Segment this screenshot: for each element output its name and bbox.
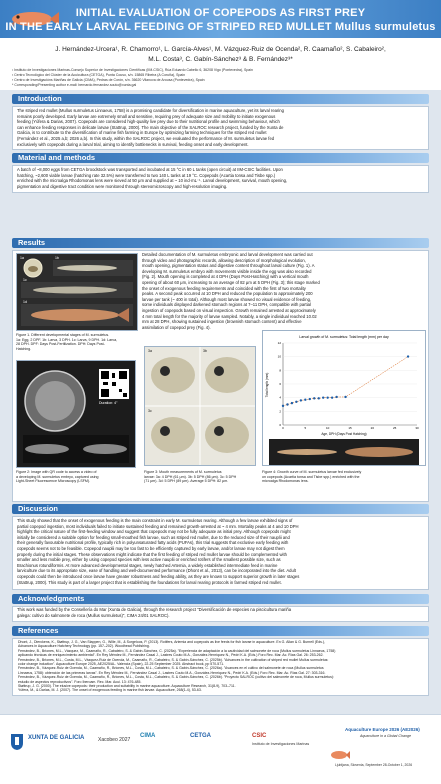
fig1-label-a: 1a [20,256,24,260]
chart-x-tick-label: 20 [370,426,375,430]
chart-x-tick-label: 25 [392,426,397,430]
chart-data-point [335,396,337,398]
reference-line: aplicando técnicas de enriquecimiento ambiental". En Rey Méndez M., Fernández Casal J., Lastres Couto M.A., González-Henríquez N., Pedrí K.A. (Eds.) Foro Rec. Mar. Ac. Rías Gal. 26: 253-262. [18,653,324,658]
corresponding-author: * Corresponding/Presenting author e-mail: bernardo.fernandez.souto@xunta.gal [12,83,137,87]
footer-logos [0,714,441,784]
materials-text: A batch of ~8,000 eggs from CETGA broodstock was transported and incubated at 15 °C in 60 L tanks (open circuit) at IIM-CSIC facilities. Upon hatching, ~2,600 viable larvae (hatching rate 32.5%) were transferred to two 140 L tanks at 19 °C. Copepods (Acartia tonsa and Tisbe spp.) enriched with the microalga Rhodomonas lens were sieved at 50 μm and supplied at ~ 10 ind·mL⁻¹. Larval development, survival, mouth opening, pigmentation and digestive tract condition were monitored through stereomicroscopy and high-resolution imaging. [17,167,288,189]
chart-trend-line [283,357,408,406]
chart-y-tick-label: 0 [279,423,281,427]
fig1-label-c: 1c [23,278,27,282]
references-header [12,626,429,636]
fig3-label-b: 3b [203,349,207,353]
chart-data-point [295,401,297,403]
chart-y-tick-label: 10 [277,354,281,359]
chart-data-point [282,405,284,407]
results-text: Detailed documentation of M. surmuletus embryonic and larval development was carried out through video and photographic records, allowing description of morphological evolution, mouth opening, pigmentation status and digestive content throughout larval culture (Fig. 1). A developing M. surmuletus embryo with movements visible inside the egg was also recorded (Fig. 2). Mouth opening is completed at 4 DPH (Days Post-Hatching) with a vertical mouth opening of about 60 μm, increasing to an average of 82 μm at 5 DPH (Fig. 3); this stage marked the onset of exogenous feeding requirements and coincided with the first of two mortality peaks. A second peak occurred at 10 DPH and reduced the population to approximately 200 larvae per tank (~ 400 in total). Although most larvae showed no visual evidence of feeding, some individuals displayed darkened stomach regions at 7–11 DPH, compatible with partial ingestion of copepods based on visual inspection. Growth remained arrested at approximately 4 mm total length for the majority of larvae sampled. Notably, a single individual reached 10.02 mm at 28 DPH, showing sustained ingestion (brownish stomach content) and effective assimilation of copepod prey (Fig. 4). [142,252,320,330]
iim-logo-text: Instituto de Investigaciones Marinas [252,742,310,746]
xunta-logo-text: XUNTA DE GALICIA [28,735,85,741]
chart-data-point [331,396,333,398]
chart-x-tick-label: 30 [415,426,419,430]
title-banner [0,0,441,38]
authors-line-2: M.L. Costa³, C. Gabín-Sánchez³ & B. Fernández³* [148,56,293,63]
chart-data-point [309,398,311,400]
csic-logo-text: CSIC [252,733,267,739]
figure-3-caption: Figure 3: Mouth measurements of M. surmuletus larvae: 3a: 4 DPH (61 μm). 3b: 5 DPH (86 μm). 3c: 5 DPH (71 μm). 3d: 5 DPH (89 μm). Average 5 DPH: 82 μm. [144,470,237,483]
chart-x-tick-label: 5 [304,426,307,430]
aquaculture-fish-icon [330,749,350,761]
reference-line: Advances in Aquaculture Hatchery Technology (pp. 157–202). Woodhead Publishing. [18,644,150,649]
chart-y-tick-label: 12 [277,341,281,345]
reference-line: Fernández, B., Vázquez-Ruiz de Ocenda, M., Caamaño, R., Briones, M.L., Costa, M.L., Cabaleiro, S. & Gabín-Sánchez, C. (2026b). "Proyecto SALROC (cultivo del salmonete de roca, Mullus surmuletus): [18,675,334,680]
chart-data-point [318,397,320,399]
cetga-logo-text: CETGA [190,733,211,739]
reference-line: Dhont, J., Dierckens, K., Støttrup, J. G., Van Stappen, G., Wille, M., & Sorgeloos, P. (2013). Rotifers, Artemia and copepods as live feeds for fish larvae in aquaculture. En G. Allan & G. Burnell (Eds.), [18,640,326,644]
figure-4-caption: Figure 4: Growth curve of M. surmuletus larvae fed exclusively on copepods (Acartia tonsa and Tisbe spp.) enriched with the microalga Rhodomonas lens. [262,470,362,483]
reference-line: Yúfera, M., & Darias, M. J. (2007). The onset of exogenous feeding in marine fish larvae. Aquaculture, 268(1-4), 53-63. [18,688,202,693]
reference-line: color change induction". Aquaculture Europe 2025, AE2025/AL. Valencia (Spain), 22-25 September 2025. Abstract book, pp 570-571. [18,662,225,666]
chart-x-tick-label: 15 [348,426,352,430]
introduction-text: The striped red mullet (Mullus surmuletus Linnaeus, 1758) is a promising candidate for diversification in marine aquaculture, yet its larval rearing remains poorly developed. Early larvae are extremely small and sensitive, requiring prey of adequate size and mobility to initiate exogenous feeding (Yúfera & Darias, 2007). Copepods are considered high-quality live prey due to their nutritional profile and swimming behaviour, which can enhance feeding responses in delicate larvae (Stattrup, 2000). The main objective of the SALROC research project, funded by the Xunta de Galicia, is to contribute to the diversification of marine fish farming in Europe by optimizing farming techniques for the striped red mullet (Fernández et al., 2025 a,b; 2026 a,b). In this study, within the SALROC project, we evaluated the performance of M. surmuletus larvae fed exclusively with copepods during a larval trial, aiming to identify bottlenecks in survival, feeding onset and early development. [17,108,284,147]
fig1-label-d: 1d [23,300,27,304]
event-place: Ljubljana, Slovenia, September 28-October 1, 2026 [335,763,413,767]
discussion-text: This study showed that the onset of exogenous feeding is the main constraint in early M. surmuletus rearing. Although a few larvae exhibited signs of partial copepod ingestion, most individuals failed to initiate sustained feeding and remained growth-arrested at ~ 4 mm. Mortality peaks at 4 and 10 DPH highlight the critical nature of the first-feeding window and suggest that copepods may not be fully adequate as initial prey. Although copepods might initially be considered a suitable option for feeding small-mouthed fish larvae, such as striped red mullet, due to the reduced size of their nauplii and their generally favourable nutritional profile, typically rich in polyunsaturated fatty acids (PUFAs), this trial suggests that exclusive early feeding with copepods seems not to be feasible. Copepod nauplii may be too fast to be efficiently captured by early larvae, and/or larvae may not digest them properly during the initial stages. These observations might indicate that the first feeding of striped red mullet larvae should be complemented with smaller and less mobile prey, either by using copepod species with less active nauplii or enriched rotifers of the smallest possible size, such as Brachionus rotundiformis. At more advanced developmental stages, newly hatched Artemia, a widely established intermediate feed in marine larviculture due to its appropriate size, ease of handling and well-documented performance (Dhont et al., 2013), can be incorporated into the diet. Adult copepods could then be introduced once larvae have greater robustness and feeding ability, as they are known to support superior growth in later stages (Stattrup, 2000). This study is part of a larger project that is establishing the foundations for larval rearing protocols in farmed striped red mullet. [17,518,300,585]
event-subtitle: Aquaculture in a Global Change [360,734,411,738]
results-title: Results [18,238,46,247]
acknowledgments-title: Acknowledgments [18,594,85,603]
reference-line: Linnaeus, 1758): obtención de las primeras larvas". En Rey Méndez M., Fernández Casal J., Lastres Couto M.A., González-Henríquez N., Pedrí K.A. (Eds.) Foro Rec. Mar. Ac. Rías Gal. 27: 303-316. [18,670,326,675]
chart-xlabel: Age, DPH (Days Post Hatching) [321,432,367,436]
xacobeo-logo-text: Xacobeo 2027 [98,737,131,743]
chart-data-point [313,397,315,399]
video-duration: Duration: 4" [99,401,118,405]
chart-y-tick-label: 4 [279,395,281,400]
chart-data-point [300,399,302,401]
introduction-title: Introduction [18,94,62,103]
discussion-header [12,504,429,514]
fig3-label-a: 3a [148,349,152,353]
chart-y-tick-label: 8 [279,368,281,373]
reference-line: Fernández, B., Vázquez-Ruiz de Ocenda, M., Caamaño, R., Briones, M.L., Costa, M.L., Cabaleiro, S. & Gabín-Sánchez, C. (2026a). "Avances en el cultivo del salmonete de roca (Mullus surmuletus [18,666,324,671]
chart-data-point [286,403,288,405]
materials-title: Material and methods [18,153,96,162]
affiliation-1: ¹ Instituto de Investigaciones Marinas-Consejo Superior de Investigaciones Científicas (IIM-CSIC), Rúa Eduardo Cabello 6, 36208 Vigo (Pontevedra), Spain [12,68,253,72]
reference-line: estudio de aspectos reproductivos". Foro Iberoam. Rec. Mar. Acui. 13: 476-485. [18,679,142,684]
figure-1-caption: Figure 1. Different developmental stages of M. surmuletus. 1a: Egg, 2 DPF. 1b: Larva, 3 DPH. 1c: Larva, 9 DPH. 1d: Larva, 28 DPH. DPF: Days Post-Fertilization. DPH: Days Post- Hatching. [16,333,118,351]
discussion-title: Discussion [18,504,59,513]
chart-x-tick-label: 0 [282,426,284,430]
larvae-photos-illustration [269,439,419,465]
chart-y-tick-label: 2 [279,409,281,414]
reference-line: Fernández, B., Briones, M.L., Costa, M.L., Vázquez-Ruiz de Ocenda, M., Caamaño, R., Cabaleiro, S. & Gabín-Sánchez, C. (2025b). "Advances in the cultivation of striped red mullet Mullus surmuletus: [18,657,329,662]
chart-data-point [326,396,328,398]
reference-line: Fernández, B., Briones, M.L., Vázquez, M., Caamaño, R., Cabaleiro, S. & Gabín-Sánchez, C. (2025a). "Experiencia de adaptación a la cautividad del salmonete de roca (Mullus surmuletus Linnaeus, 1758) [18,648,336,653]
fig1-label-b: 1b [55,256,59,260]
chart-data-point [407,355,409,357]
chart-title: Larval growth of M. surmuletus: Total length (mm) per day [299,335,389,339]
acknowledgments-text: This work was funded by the Consellería do Mar (Xunta de Galicia), through the research project "Diversificación de especies na piscicultura mariña galega: cultivo do salmonete de roca (Mullus surmuletus)", CIMA 24/01 SALROC). [17,607,292,618]
figure-2-video-panel [16,360,136,468]
chart-ylabel: Total length (mm) [265,372,269,398]
chart-data-point [291,402,293,404]
figure-3-images [144,346,256,466]
chart-y-tick-label: 6 [279,382,281,386]
cima-logo-text: CIMA [140,733,156,739]
mouth-measurements-illustration [145,347,255,465]
references-title: References [18,626,59,635]
figure-4-chart [262,330,426,466]
chart-data-point [344,396,346,398]
figure-2-caption: Figure 2: Image with QR code to access a video of a developing M. surmuletus embryo, captured using Light-Sheet Fluorescence Microscopy (LSFM). [16,470,99,483]
poster-title-line-1: INITIAL EVALUATION OF COPEPODS AS FIRST PREY [75,7,366,19]
xunta-shield-icon [10,733,24,751]
larval-stages-illustration [17,254,137,330]
authors-line-1: J. Hernández-Urcera¹, R. Chamorro¹, L. García-Alves¹, M. Vázquez-Ruiz de Ocenda², R. Caamaño², S. Cabaleiro², [55,46,386,53]
qr-code-icon[interactable] [99,369,129,399]
growth-chart-svg [263,331,425,439]
affiliation-3: ³ Centro de Investigacións Mariñas de Galicia (CIMA), Pedras de Corón, s/n. 36620 Vilanova de Arousa (Pontevedra), Spain [12,78,205,82]
chart-data-point [322,396,324,398]
event-title: Aquaculture Europe 2026 (AE2026) [345,727,420,732]
results-header [12,238,429,248]
reference-line: Støttrup, J. G. (2000). The elusive copepods: their production and suitability in marine aquaculture. Aquaculture Research, 31(8-9), 703–711. [18,684,236,688]
chart-x-tick-label: 10 [325,426,330,430]
introduction-header [12,94,429,104]
figure-1-images [16,253,138,331]
affiliation-2: ² Centro Tecnológico del Clúster de la Acuicultura (CETGA), Punta Couso, s/n. 15865 Ribeira (A Coruña), Spain [12,73,186,77]
fig3-label-c: 3c [148,409,152,413]
poster-title-line-2: IN THE EARLY LARVAL FEEDING OF STRIPED RED MULLET Mullus surmuletus [5,21,436,33]
chart-data-point [304,399,306,401]
